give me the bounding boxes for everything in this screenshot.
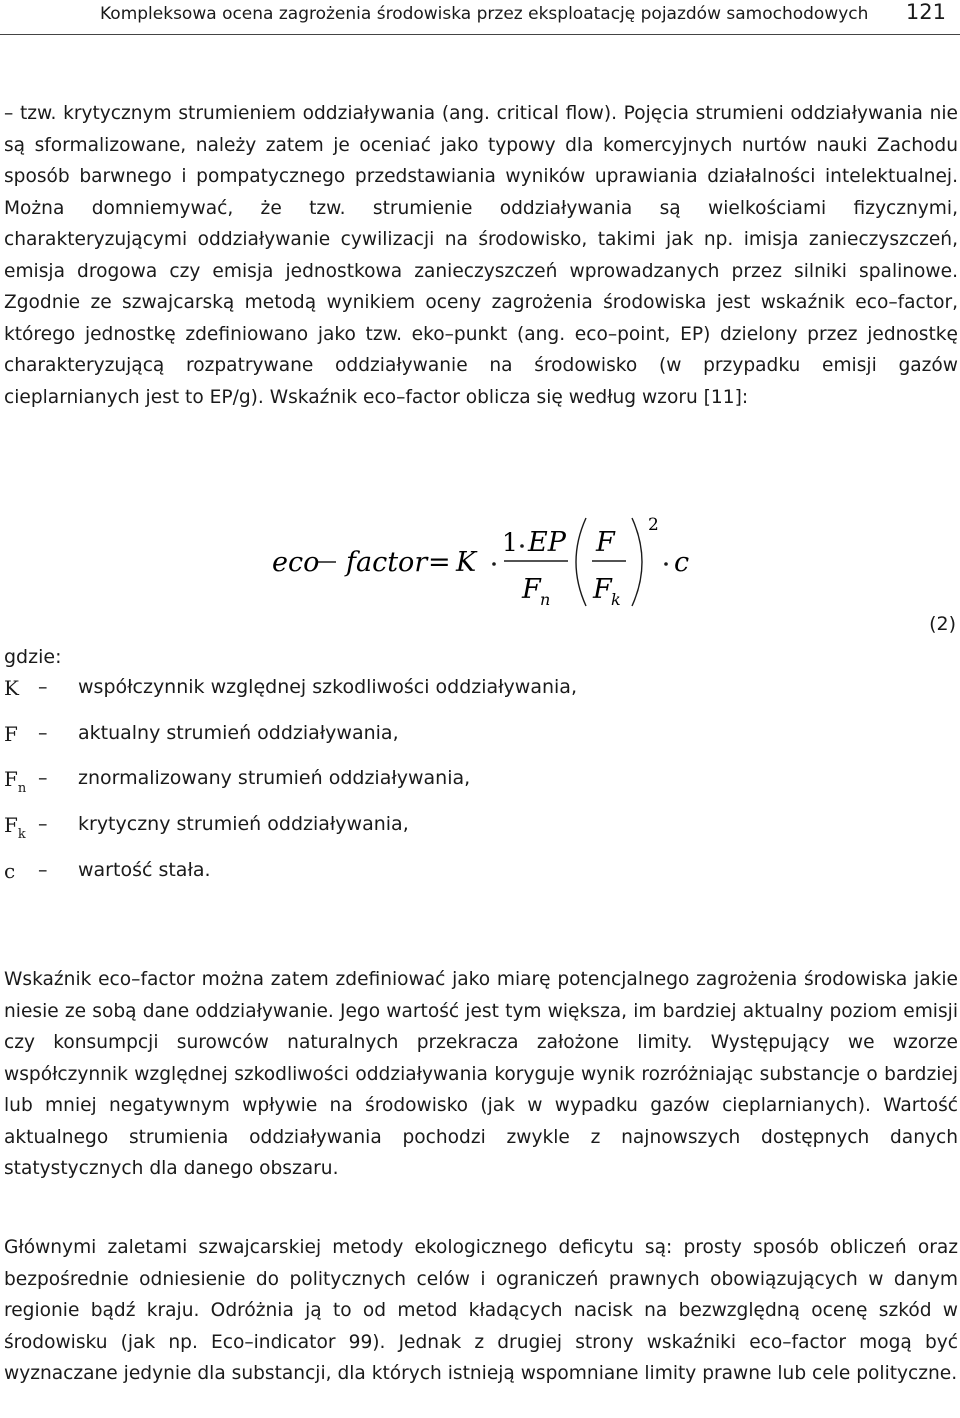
legend-description: krytyczny strumień oddziaływania,	[78, 813, 409, 835]
formula-factor: factor	[346, 547, 428, 578]
legend-symbol: F	[4, 722, 18, 746]
formula-exponent: 2	[648, 515, 659, 535]
formula-dot	[520, 544, 524, 548]
formula-right-paren	[632, 518, 642, 606]
formula-f: F	[596, 527, 615, 558]
formula-one: 1	[502, 528, 518, 557]
formula-fn-sub: n	[540, 590, 551, 609]
formula-fn: F	[522, 574, 541, 605]
legend-description: współczynnik względnej szkodliwości oddziaływania,	[78, 676, 577, 698]
page-number: 121	[905, 0, 946, 24]
header-title: Kompleksowa ocena zagrożenia środowiska przez eksploatację pojazdów samochodowych	[100, 4, 869, 24]
legend-dash: –	[38, 813, 48, 835]
legend-item-fk	[4, 813, 904, 843]
formula-ep: EP	[528, 527, 566, 558]
equation-number: (2)	[929, 613, 956, 635]
paragraph-advantages: Głównymi zaletami szwajcarskiej metody ekologicznego deficytu są: prosty sposób obliczeń oraz bezpośrednie odniesienie do politycznych celów i ograniczeń prawnych obowiązujących w danym regionie bądź kraju. Odróżnia ją to od metod kładących nacisk na bezwzględną ocenę szkód w środowisku (jak np. Eco–indicator 99). Jednak z drugiej strony wskaźniki eco–factor mogą być wyznaczane jedynie dla substancji, dla których istnieją wspomniane limity prawne lub cele polityczne.	[4, 1237, 958, 1384]
legend-item-fn	[4, 767, 904, 797]
legend-item-c	[4, 859, 904, 889]
legend-dash: –	[38, 722, 48, 744]
formula-dot	[492, 562, 496, 566]
formula-c: c	[674, 547, 690, 578]
formula-equals: =	[428, 547, 451, 578]
formula-left-paren	[576, 518, 586, 606]
legend-symbol: $F_k$	[4, 813, 26, 842]
eco-factor-formula	[260, 508, 700, 620]
formula-dot	[664, 562, 668, 566]
legend-dash: –	[38, 676, 48, 698]
legend-item-k	[4, 676, 904, 706]
legend-dash: –	[38, 767, 48, 789]
formula-fk-sub: k	[611, 590, 621, 609]
paragraph-intro: – tzw. krytycznym strumieniem oddziaływania (ang. critical flow). Pojęcia strumieni oddziaływania nie są sformalizowane, należy zatem je oceniać jako typowy dla komercyjnych nurtów nauki Zachodu sposób barwnego i pompatycznego przedstawiania wyników uprawiania działalności intelektualnej. Można domniemywać, że tzw. strumienie oddziaływania są wielkościami fizycznymi, charakteryzującymi oddziaływanie cywilizacji na środowisko, takimi jak np. imisja zanieczyszczeń, emisja drogowa czy emisja jednostkowa zanieczyszczeń wprowadzanych przez silniki spalinowe. Zgodnie ze szwajcarską metodą wynikiem oceny zagrożenia środowiska jest wskaźnik eco–factor, którego jednostkę zdefiniowano jako tzw. eko–punkt (ang. eco–point, EP) dzielony przez jednostkę charakteryzującą rozpatrywane oddziaływanie na środowisko (w przypadku emisji gazów cieplarnianych jest to EP/g). Wskaźnik eco–factor oblicza się według wzoru [11]:	[4, 103, 958, 408]
legend-description: wartość stała.	[78, 859, 211, 881]
legend-dash: –	[38, 859, 48, 881]
legend-description: aktualny strumień oddziaływania,	[78, 722, 399, 744]
legend-symbol: $F_n$	[4, 767, 27, 796]
paragraph-interpretation: Wskaźnik eco–factor można zatem zdefiniować jako miarę potencjalnego zagrożenia środowiska jakie niesie ze sobą dane oddziaływanie. Jego wartość jest tym większa, im bardziej aktualny poziom emisji czy konsumpcji surowców naturalnych przekracza założone limity. Występujący we wzorze współczynnik względnej szkodliwości oddziaływania koryguje wynik rozróżniając substancje o bardziej lub mniej negatywnym wpływie na środowisko (jak w wypadku gazów cieplarnianych). Wartość aktualnego strumienia oddziaływania pochodzi zwykle z najnowszych dostępnych danych statystycznych dla danego obszaru.	[4, 969, 958, 1179]
running-header	[0, 0, 960, 35]
legend-description: znormalizowany strumień oddziaływania,	[78, 767, 471, 789]
formula-eco: eco	[272, 547, 320, 578]
legend-item-f	[4, 722, 904, 752]
formula-fk: F	[593, 574, 612, 605]
formula-k: K	[456, 547, 477, 578]
legend-symbol: c	[4, 859, 16, 883]
legend-intro: gdzie:	[4, 646, 62, 668]
legend-symbol: K	[4, 676, 19, 700]
